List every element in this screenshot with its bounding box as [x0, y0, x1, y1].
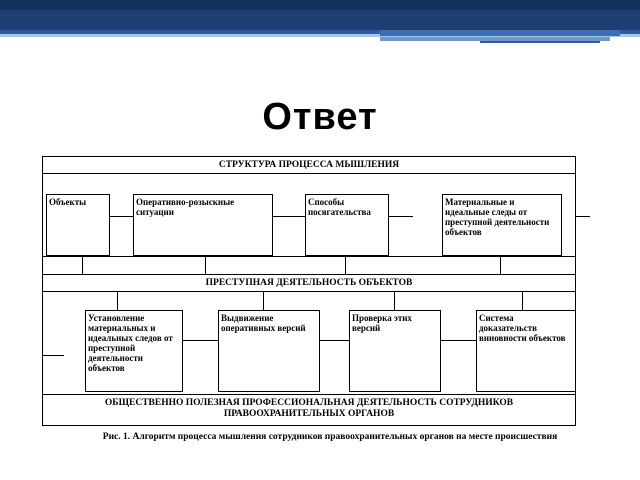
connector [394, 292, 395, 310]
header-decoration [0, 0, 640, 50]
connector [576, 216, 590, 217]
connector [441, 340, 476, 341]
row2-box-verification: Проверка этих версий [349, 310, 441, 392]
row1-box-objects: Объекты [46, 194, 110, 256]
connector [183, 340, 218, 341]
middle-band: ПРЕСТУПНАЯ ДЕЯТЕЛЬНОСТЬ ОБЪЕКТОВ [42, 274, 576, 292]
connector [500, 256, 501, 274]
diagram-header: СТРУКТУРА ПРОЦЕССА МЫШЛЕНИЯ [42, 156, 576, 174]
connector [205, 256, 206, 274]
connector [522, 292, 523, 310]
row2-box-evidence: Система доказательств виновности объектов [476, 310, 576, 392]
connector [273, 216, 305, 217]
flow-diagram [0, 150, 640, 430]
row2-box-hypotheses: Выдвижение оперативных версий [218, 310, 320, 392]
connector [389, 216, 413, 217]
connector [42, 256, 576, 257]
connector [117, 292, 118, 310]
row1-box-situations: Оперативно-розыскные ситуации [133, 194, 273, 256]
row1-box-methods: Способы посягательства [305, 194, 389, 256]
slide-title: Ответ [262, 96, 378, 138]
row2-box-establishing: Установление материальных и идеальных следов от преступной деятельности объектов [85, 310, 183, 392]
connector [263, 292, 264, 310]
connector [320, 340, 349, 341]
row1-box-traces: Материальные и идеальные следы от преступной деятельности объектов [442, 194, 562, 256]
bottom-band: ОБЩЕСТВЕННО ПОЛЕЗНАЯ ПРОФЕССИОНАЛЬНАЯ ДЕЯТЕЛЬНОСТЬ СОТРУДНИКОВ ПРАВООХРАНИТЕЛЬНЫХ ОРГАНОВ [42, 394, 576, 426]
connector [42, 355, 64, 356]
figure-caption: Рис. 1. Алгоритм процесса мышления сотрудников правоохранительных органов на месте происшествия [102, 432, 558, 442]
connector [82, 256, 83, 274]
connector [110, 216, 133, 217]
connector [345, 256, 346, 274]
